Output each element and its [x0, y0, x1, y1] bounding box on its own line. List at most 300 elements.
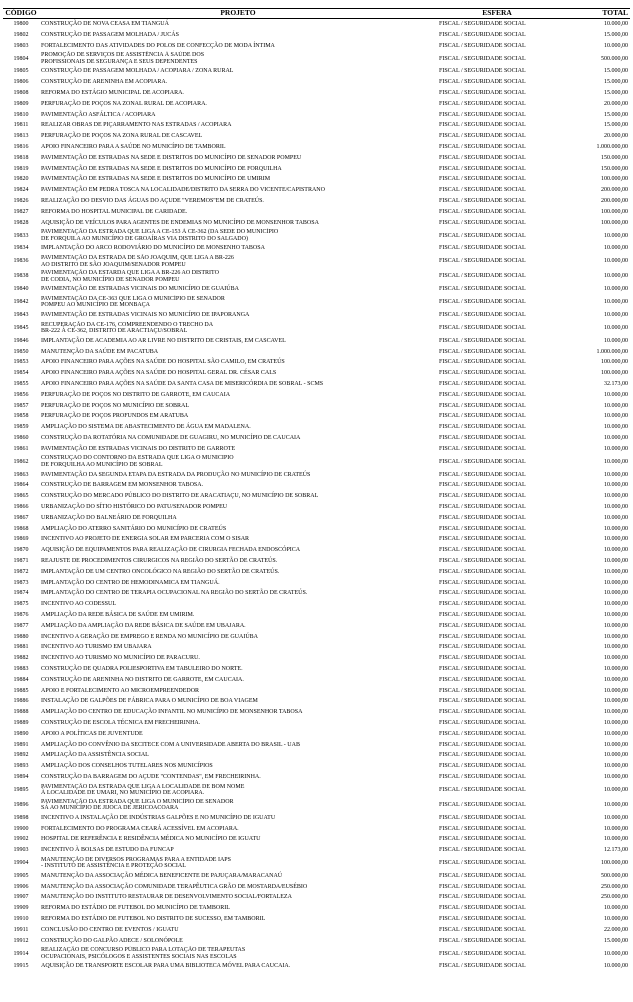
row-project: AMPLIAÇÃO DO SISTEMA DE ABASTECIMENTO DE ÁGUA EM MADALENA. [41, 424, 251, 431]
row-code: 19898 [13, 814, 29, 821]
row-code: 19877 [13, 622, 29, 629]
table-row [3, 88, 630, 99]
table-row [3, 534, 630, 545]
row-code: 19882 [13, 655, 29, 662]
row-code: 19840 [13, 286, 29, 293]
row-total: 10.000,00 [604, 273, 628, 280]
row-total: 10.000,00 [604, 905, 628, 912]
row-sphere: FISCAL / SEGURIDADE SOCIAL [439, 133, 526, 140]
row-total: 10.000,00 [604, 525, 628, 532]
row-sphere: FISCAL / SEGURIDADE SOCIAL [439, 299, 526, 306]
row-project: MANUTENÇÃO DE DIVERSOS PROGRAMAS PARA A ENTIDADE IAPS - INSTITUTO DE ASSISTÊNCIA E PROTEÇÃO SOCIAL [41, 856, 231, 870]
row-code: 19804 [13, 55, 29, 62]
row-total: 500.000,00 [601, 872, 628, 879]
row-code: 19811 [13, 122, 29, 129]
table-row [3, 631, 630, 642]
row-total: 10.000,00 [604, 709, 628, 716]
table-row [3, 664, 630, 675]
table-row [3, 207, 630, 218]
row-sphere: FISCAL / SEGURIDADE SOCIAL [439, 894, 526, 901]
row-project: REAJUSTE DE PROCEDIMENTOS CIRURGICOS NA REGIÃO DO SERTÃO DE CRATEÚS. [41, 557, 278, 564]
row-code: 19905 [13, 872, 29, 879]
row-total: 10.000,00 [604, 299, 628, 306]
table-row [3, 120, 630, 131]
row-code: 19846 [13, 337, 29, 344]
row-sphere: FISCAL / SEGURIDADE SOCIAL [439, 709, 526, 716]
table-row [3, 914, 630, 925]
row-total: 1.000.000,00 [596, 144, 628, 151]
row-total: 10.000,00 [604, 814, 628, 821]
row-total: 10.000,00 [604, 825, 628, 832]
row-code: 19863 [13, 471, 29, 478]
row-code: 19868 [13, 525, 29, 532]
row-total: 100.000,00 [601, 370, 628, 377]
row-sphere: FISCAL / SEGURIDADE SOCIAL [439, 814, 526, 821]
row-total: 10.000,00 [604, 950, 628, 957]
row-sphere: FISCAL / SEGURIDADE SOCIAL [439, 273, 526, 280]
table-row [3, 390, 630, 401]
table-row [3, 856, 630, 871]
row-total: 10.000,00 [604, 590, 628, 597]
row-code: 19819 [13, 165, 29, 172]
row-total: 10.000,00 [604, 730, 628, 737]
row-project: URBANIZAÇÃO DO SÍTIO HISTÓRICO DO PATU/SENADOR POMPEU [41, 503, 228, 510]
row-project: INCENTIVO AO CODESSUL [41, 601, 116, 608]
row-sphere: FISCAL / SEGURIDADE SOCIAL [439, 655, 526, 662]
row-total: 10.000,00 [604, 413, 628, 420]
row-code: 19836 [13, 258, 29, 265]
row-total: 250.000,00 [601, 894, 628, 901]
row-code: 19802 [13, 31, 29, 38]
row-sphere: FISCAL / SEGURIDADE SOCIAL [439, 950, 526, 957]
row-project: INCENTIVO A GERAÇÃO DE EMPREGO E RENDA NO MUNICÍPIO DE GUAIÚBA [41, 633, 258, 640]
row-total: 12.173,00 [604, 847, 628, 854]
row-project: PAVIMENTAÇÃO EM PEDRA TOSCA NA LOCALIDADE/DISTRITO DA SERRA DO VICENTE/CAPISTRANO [41, 187, 325, 194]
row-code: 19828 [13, 219, 29, 226]
row-code: 19834 [13, 245, 29, 252]
row-total: 10.000,00 [604, 445, 628, 452]
row-code: 19813 [13, 133, 29, 140]
row-sphere: FISCAL / SEGURIDADE SOCIAL [439, 359, 526, 366]
row-code: 19816 [13, 144, 29, 151]
table-row [3, 99, 630, 110]
row-total: 10.000,00 [604, 503, 628, 510]
row-code: 19854 [13, 370, 29, 377]
row-total: 10.000,00 [604, 424, 628, 431]
table-row [3, 110, 630, 121]
row-code: 19859 [13, 424, 29, 431]
row-project: INCENTIVO AO TURISMO NO MUNICÍPIO DE PARACURU. [41, 655, 200, 662]
row-sphere: FISCAL / SEGURIDADE SOCIAL [439, 424, 526, 431]
row-sphere: FISCAL / SEGURIDADE SOCIAL [439, 31, 526, 38]
row-sphere: FISCAL / SEGURIDADE SOCIAL [439, 337, 526, 344]
row-project: AMPLIAÇÃO DO ATERRO SANITÁRIO DO MUNICÍPIO DE CRATEÚS [41, 525, 227, 532]
row-sphere: FISCAL / SEGURIDADE SOCIAL [439, 763, 526, 770]
row-project: PERFURAÇÃO DE POÇOS NA ZONA RURAL DE CASCAVEL [41, 133, 203, 140]
row-total: 250.000,00 [601, 883, 628, 890]
table-row [3, 66, 630, 77]
row-total: 10.000,00 [604, 916, 628, 923]
row-sphere: FISCAL / SEGURIDADE SOCIAL [439, 676, 526, 683]
row-sphere: FISCAL / SEGURIDADE SOCIAL [439, 963, 526, 970]
row-sphere: FISCAL / SEGURIDADE SOCIAL [439, 547, 526, 554]
row-sphere: FISCAL / SEGURIDADE SOCIAL [439, 801, 526, 808]
row-total: 10.000,00 [604, 644, 628, 651]
table-row [3, 567, 630, 578]
table-row [3, 41, 630, 52]
table-row [3, 834, 630, 845]
row-sphere: FISCAL / SEGURIDADE SOCIAL [439, 836, 526, 843]
header-esfera: ESFERA [437, 9, 557, 19]
row-project: AMPLIAÇÃO DA REDE BÁSICA DE SAÚDE EM UMIRIM. [41, 611, 195, 618]
row-project: PAVIMENTAÇÃO DA ESTRADA QUE LIGA A CE-153 À CE-362 (DA SEDE DO MUNICÍPIO DE FORQUILA AO MUNICÍPIO DE GROAÍRAS VIA DISTRITO DO SALGADO) [41, 229, 279, 242]
row-total: 10.000,00 [604, 471, 628, 478]
table-row [3, 422, 630, 433]
row-project: PERFURAÇÃO DE POÇOS PROFUNDOS EM ARATUBA [41, 413, 189, 420]
row-sphere: FISCAL / SEGURIDADE SOCIAL [439, 219, 526, 226]
row-sphere: FISCAL / SEGURIDADE SOCIAL [439, 644, 526, 651]
table-row [3, 411, 630, 422]
row-sphere: FISCAL / SEGURIDADE SOCIAL [439, 482, 526, 489]
row-total: 10.000,00 [604, 391, 628, 398]
row-code: 19858 [13, 413, 29, 420]
row-sphere: FISCAL / SEGURIDADE SOCIAL [439, 633, 526, 640]
row-code: 19843 [13, 312, 29, 319]
row-code: 19884 [13, 676, 29, 683]
row-total: 150.000,00 [601, 165, 628, 172]
row-sphere: FISCAL / SEGURIDADE SOCIAL [439, 42, 526, 49]
row-code: 19845 [13, 324, 29, 331]
row-sphere: FISCAL / SEGURIDADE SOCIAL [439, 773, 526, 780]
row-total: 10.000,00 [604, 836, 628, 843]
table-row [3, 675, 630, 686]
row-code: 19826 [13, 198, 29, 205]
row-project: INCENTIVO AO TURISMO EM UBAJARA [41, 644, 152, 651]
row-project: AQUISIÇÃO DE TRANSPORTE ESCOLAR PARA UMA BIBLIOTECA MÓVEL PARA CAUCAIA. [41, 963, 291, 970]
row-project: URBANIZAÇÃO DO BALNEÁRIO DE FORQUILHA [41, 514, 177, 521]
row-code: 19865 [13, 493, 29, 500]
row-code: 19861 [13, 445, 29, 452]
row-sphere: FISCAL / SEGURIDADE SOCIAL [439, 176, 526, 183]
row-total: 20.000,00 [604, 133, 628, 140]
row-project: MANUTENÇÃO DA ASSOCIAÇÃO COMUNIDADE TERAPÊUTICA GRÃO DE MOSTARDA/EUSÉBIO [41, 883, 308, 890]
row-project: PERFURAÇÃO DE POÇOS NO DISTRITO DE GARROTE, EM CAUCAIA [41, 391, 231, 398]
row-project: IMPLANTAÇÃO DE ACADEMIA AO AR LIVRE NO DISTRITO DE CRISTAIS, EM CASCAVEL [41, 337, 286, 344]
table-row [3, 444, 630, 455]
table-row [3, 545, 630, 556]
table-row [3, 284, 630, 295]
row-total: 100.000,00 [601, 359, 628, 366]
row-total: 15.000,00 [604, 90, 628, 97]
row-sphere: FISCAL / SEGURIDADE SOCIAL [439, 698, 526, 705]
row-total: 10.000,00 [604, 665, 628, 672]
row-project: APOIO FINANCEIRO PARA AÇÕES NA SAÚDE DO HOSPITAL GERAL DR. CÉSAR CALS [41, 370, 277, 377]
row-sphere: FISCAL / SEGURIDADE SOCIAL [439, 55, 526, 62]
row-code: 19914 [13, 950, 29, 957]
row-project: IMPLANTAÇÃO DO CENTRO DE HEMODINAMICA EM TIANGUÁ. [41, 579, 220, 586]
row-sphere: FISCAL / SEGURIDADE SOCIAL [439, 90, 526, 97]
row-total: 10.000,00 [604, 601, 628, 608]
row-sphere: FISCAL / SEGURIDADE SOCIAL [439, 601, 526, 608]
row-total: 10.000,00 [604, 21, 628, 28]
row-total: 10.000,00 [604, 622, 628, 629]
row-project: AMPLIAÇÃO DA AMPLIAÇÃO DA REDE BÁSICA DE SAÚDE EM UBAJARA. [41, 622, 246, 629]
row-sphere: FISCAL / SEGURIDADE SOCIAL [439, 471, 526, 478]
table-row [3, 798, 630, 813]
row-total: 10.000,00 [604, 402, 628, 409]
row-project: RECUPERAÇÃO DA CE-176, COMPREENDENDO O TRECHO DA BR-222 À CE-362, DISTRITO DE ARACTIAÇU/SOBRAL [41, 321, 214, 335]
table-row [3, 131, 630, 142]
row-code: 19876 [13, 611, 29, 618]
row-project: PROMOÇÃO DE SERVIÇOS DE ASSISTÊNCIA À SAÚDE DOS PROFISSIONAIS DE SEGURANÇA E SEUS DEPENDENTES [41, 52, 205, 65]
row-project: APOIO FINANCEIRO PARA AÇÕES NA SAÚDE DA SANTA CASA DE MISERICÓRDIA DE SOBRAL - SCMS [41, 381, 324, 388]
table-row [3, 761, 630, 772]
row-total: 150.000,00 [601, 154, 628, 161]
row-total: 10.000,00 [604, 435, 628, 441]
row-sphere: FISCAL / SEGURIDADE SOCIAL [439, 208, 526, 215]
row-sphere: FISCAL / SEGURIDADE SOCIAL [439, 905, 526, 912]
row-sphere: FISCAL / SEGURIDADE SOCIAL [439, 402, 526, 409]
table-row [3, 185, 630, 196]
row-code: 19856 [13, 391, 29, 398]
table-row [3, 310, 630, 321]
table-row [3, 269, 630, 284]
row-total: 100.000,00 [601, 176, 628, 183]
row-total: 10.000,00 [604, 676, 628, 683]
row-project: PAVIMENTAÇÃO DE ESTRADAS NA SEDE E DISTRITOS DO MUNICÍPIO DE FORQUILHA [41, 165, 282, 172]
row-code: 19857 [13, 402, 29, 409]
table-row [3, 228, 630, 243]
table-row [3, 455, 630, 470]
row-project: HOSPITAL DE REFERÊNCIA E RESIDÊNCIA MÉDICA NO MUNICÍPIO DE IGUATU [41, 836, 261, 843]
row-project: REALIZAR OBRAS DE PIÇARRAMENTO NAS ESTRADAS / ACOPIARA [41, 122, 232, 129]
table-row [3, 903, 630, 914]
row-total: 10.000,00 [604, 579, 628, 586]
row-code: 19891 [13, 741, 29, 748]
row-sphere: FISCAL / SEGURIDADE SOCIAL [439, 21, 526, 28]
row-sphere: FISCAL / SEGURIDADE SOCIAL [439, 937, 526, 944]
row-project: AMPLIAÇÃO DOS CONSELHOS TUTELARES NOS MUNICÍPIOS [41, 763, 213, 770]
table-row [3, 379, 630, 390]
row-code: 19850 [13, 348, 29, 355]
table-row [3, 946, 630, 961]
row-total: 10.000,00 [604, 42, 628, 49]
table-row [3, 696, 630, 707]
row-total: 10.000,00 [604, 232, 628, 239]
row-sphere: FISCAL / SEGURIDADE SOCIAL [439, 730, 526, 737]
row-total: 10.000,00 [604, 324, 628, 331]
row-sphere: FISCAL / SEGURIDADE SOCIAL [439, 144, 526, 151]
row-project: CONSTRUÇÃO DA BARRAGEM DO AÇUDE "CONTENDAS", EM FRECHEIRINHA. [41, 773, 261, 780]
table-row [3, 653, 630, 664]
row-sphere: FISCAL / SEGURIDADE SOCIAL [439, 916, 526, 923]
row-project: REALIZAÇÃO DE CONCURSO PÚBLICO PARA LOTAÇÃO DE TERAPEUTAS OCUPACIONAIS, PSICÓLOGOS E ASSISTENTES SOCIAIS NAS ESCOLAS [41, 947, 246, 960]
row-total: 500.000,00 [601, 55, 628, 62]
table-row [3, 961, 630, 972]
row-total: 10.000,00 [604, 655, 628, 662]
row-project: APOIO FINANCEIRO PARA AÇÕES NA SAÚDE DO HOSPITAL SÃO CAMILO, EM CRATEÚS [41, 359, 285, 366]
row-code: 19864 [13, 482, 29, 489]
row-code: 19800 [13, 21, 29, 28]
row-sphere: FISCAL / SEGURIDADE SOCIAL [439, 100, 526, 107]
row-sphere: FISCAL / SEGURIDADE SOCIAL [439, 435, 526, 441]
table-row [3, 470, 630, 481]
row-sphere: FISCAL / SEGURIDADE SOCIAL [439, 165, 526, 172]
row-sphere: FISCAL / SEGURIDADE SOCIAL [439, 860, 526, 866]
row-project: CONSTRUÇÃO DE QUADRA POLIESPORTIVA EM TABULEIRO DO NORTE. [41, 665, 243, 672]
row-code: 19900 [13, 825, 29, 832]
row-project: CONSTRUÇÃO DE NOVA CEASA EM TIANGUÁ [41, 21, 169, 28]
row-code: 19855 [13, 381, 29, 388]
row-project: AQUISIÇÃO DE VEÍCULOS PARA AGENTES DE ENDEMIAS NO MUNICÍPIO DE MONSENHOR TABOSA [41, 219, 319, 226]
table-row [3, 401, 630, 412]
row-total: 10.000,00 [604, 286, 628, 293]
row-sphere: FISCAL / SEGURIDADE SOCIAL [439, 154, 526, 161]
row-total: 22.000,00 [604, 926, 628, 933]
row-total: 10.000,00 [604, 741, 628, 748]
row-total: 1.000.000,00 [596, 348, 628, 355]
row-code: 19902 [13, 836, 29, 843]
table-row [3, 621, 630, 632]
row-sphere: FISCAL / SEGURIDADE SOCIAL [439, 741, 526, 748]
row-total: 15.000,00 [604, 111, 628, 118]
table-row [3, 707, 630, 718]
row-project: INCENTIVO A INSTALAÇÃO DE INDÚSTRIAS GALPÕES E NO MUNICÍPIO DE IGUATU [41, 814, 276, 821]
row-total: 15.000,00 [604, 31, 628, 38]
row-code: 19867 [13, 514, 29, 521]
row-code: 19883 [13, 665, 29, 672]
header-total: TOTAL [557, 9, 630, 19]
table-row [3, 153, 630, 164]
row-project: CONSTRUÇÃO DO MERCADO PÚBLICO DO DISTRITO DE ARACATIAÇU, NO MUNICÍPIO DE SOBRAL [41, 493, 319, 500]
row-total: 10.000,00 [604, 633, 628, 640]
row-sphere: FISCAL / SEGURIDADE SOCIAL [439, 187, 526, 194]
table-body [3, 19, 630, 973]
row-sphere: FISCAL / SEGURIDADE SOCIAL [439, 493, 526, 500]
row-code: 19896 [13, 801, 29, 808]
row-project: PAVIMENTAÇÃO DE ESTRADAS VICINAIS DO DISTRITO DE GARROTE [41, 445, 236, 452]
row-code: 19824 [13, 187, 29, 194]
table-header-row [3, 9, 630, 19]
row-sphere: FISCAL / SEGURIDADE SOCIAL [439, 557, 526, 564]
row-code: 19892 [13, 752, 29, 759]
table-row [3, 577, 630, 588]
row-code: 19873 [13, 579, 29, 586]
row-project: CONSTRUÇÃO DE PASSAGEM MOLHADA / ACOPIARA / ZONA RURAL [41, 68, 234, 75]
row-code: 19874 [13, 590, 29, 597]
table-row [3, 882, 630, 893]
row-project: INSTALAÇÃO DE GALPÕES DE FÁBRICA PARA O MUNICÍPIO DE BOA VIAGEM [41, 698, 258, 705]
row-project: CONSTRUÇÃO DE ARENINHA EM ACOPIARA. [41, 79, 168, 86]
row-sphere: FISCAL / SEGURIDADE SOCIAL [439, 381, 526, 388]
table-row [3, 480, 630, 491]
row-sphere: FISCAL / SEGURIDADE SOCIAL [439, 111, 526, 118]
row-code: 19910 [13, 916, 29, 923]
row-total: 10.000,00 [604, 337, 628, 344]
table-row [3, 813, 630, 824]
table-row [3, 347, 630, 358]
table-row [3, 729, 630, 740]
row-total: 10.000,00 [604, 763, 628, 770]
row-project: INCENTIVO AO PROJETO DE ENERGIA SOLAR EM PARCERIA COM O SISAR [41, 536, 250, 543]
table-row [3, 599, 630, 610]
row-sphere: FISCAL / SEGURIDADE SOCIAL [439, 568, 526, 575]
row-code: 19805 [13, 68, 29, 75]
row-code: 19842 [13, 299, 29, 306]
row-project: REFORMA DO ESTÁDIO DE FUTEBOL NO DISTRITO DE SUCESSO, EM TAMBORIL [41, 916, 266, 923]
row-code: 19886 [13, 698, 29, 705]
row-sphere: FISCAL / SEGURIDADE SOCIAL [439, 370, 526, 377]
row-project: PAVIMENTAÇÃO DA ESTARDA QUE LIGA A BR-226 AO DISTRITO DE CODIA, NO MUNICÍPIO DE SENADOR POMPEU [41, 270, 219, 283]
row-code: 19906 [13, 883, 29, 890]
row-project: AMPLIAÇÃO DO CONVÊNIO DA SECITECE COM A UNIVERSIDADE ABERTA DO BRASIL - UAB [41, 741, 300, 748]
table-row [3, 750, 630, 761]
row-total: 10.000,00 [604, 482, 628, 489]
table-row [3, 718, 630, 729]
row-sphere: FISCAL / SEGURIDADE SOCIAL [439, 847, 526, 854]
row-code: 19869 [13, 536, 29, 543]
row-total: 10.000,00 [604, 514, 628, 521]
row-code: 19875 [13, 601, 29, 608]
row-total: 10.000,00 [604, 258, 628, 265]
table-row [3, 772, 630, 783]
row-code: 19810 [13, 111, 29, 118]
row-sphere: FISCAL / SEGURIDADE SOCIAL [439, 514, 526, 521]
row-total: 10.000,00 [604, 458, 628, 465]
table-row [3, 164, 630, 175]
row-total: 100.000,00 [601, 208, 628, 215]
row-total: 10.000,00 [604, 752, 628, 759]
row-code: 19894 [13, 773, 29, 780]
table-row [3, 368, 630, 379]
table-row [3, 30, 630, 41]
row-total: 10.000,00 [604, 547, 628, 554]
table-row [3, 357, 630, 368]
row-sphere: FISCAL / SEGURIDADE SOCIAL [439, 687, 526, 694]
row-code: 19808 [13, 90, 29, 97]
row-project: CONCLUSÃO DO CENTRO DE EVENTOS / IGUATU [41, 926, 179, 933]
row-project: PAVIMENTAÇÃO DA ESTRADA DE SÃO JOAQUIM, QUE LIGA A BR-226 AO DISTRITO DE SÃO JOAQUIM/SENADOR POMPEU [41, 255, 234, 268]
table-row [3, 556, 630, 567]
row-sphere: FISCAL / SEGURIDADE SOCIAL [439, 926, 526, 933]
row-project: IMPLANTAÇÃO DO CENTRO DE TERAPIA OCUPACIONAL NA REGIÃO DO SERTÃO DE CRATEÚS. [41, 590, 308, 597]
row-sphere: FISCAL / SEGURIDADE SOCIAL [439, 579, 526, 586]
table-row [3, 218, 630, 229]
row-sphere: FISCAL / SEGURIDADE SOCIAL [439, 752, 526, 759]
row-total: 10.000,00 [604, 557, 628, 564]
row-project: PAVIMENTAÇÃO DA ESTRADA QUE LIGA O MUNICÍPIO DE SENADOR SÁ AO MUNICÍPIO DE JIJOCA DE JERICOACOARA [41, 798, 234, 812]
row-sphere: FISCAL / SEGURIDADE SOCIAL [439, 611, 526, 618]
row-total: 100.000,00 [601, 860, 628, 866]
row-code: 19888 [13, 709, 29, 716]
row-project: CONSTRUÇÃO DO CONTORNO DA ESTRADA QUE LIGA O MUNICÍPIO DE FORQUILHA AO MUNICÍPIO DE SOBRAL [41, 455, 234, 468]
row-project: AMPLIAÇÃO DO CENTRO DE EDUCAÇÃO INFANTIL NO MUNICÍPIO DE MONSENHOR TABOSA [41, 709, 303, 716]
row-project: APOIO E FORTALECIMENTO AO MICROEMPREENDEDOR [41, 687, 200, 694]
row-project: PAVIMENTAÇÃO DA SEGUNDA ETAPA DA ESTRADA DA PRODUÇÃO NO MUNICÍPIO DE CRATEÚS [41, 471, 311, 478]
row-code: 19838 [13, 273, 29, 280]
table-row [3, 610, 630, 621]
amendments-table [3, 8, 630, 972]
row-project: CONSTRUÇÃO DE PASSAGEM MOLHADA / JUCÁS [41, 31, 179, 38]
row-total: 10.000,00 [604, 611, 628, 618]
row-total: 10.000,00 [604, 568, 628, 575]
row-project: AQUISIÇÃO DE EQUIPAMENTOS PARA REALIZAÇÃO DE CIRURGIA FECHADA ENDOSCÓPICA [41, 547, 301, 554]
table-row [3, 336, 630, 347]
row-sphere: FISCAL / SEGURIDADE SOCIAL [439, 622, 526, 629]
row-code: 19862 [13, 458, 29, 465]
row-project: REFORMA DO ESTÁDIO DE FUTEBOL DO MUNICÍPIO DE TAMBORIL [41, 905, 230, 912]
row-project: IMPLANTAÇÃO DE UM CENTRO ONCOLÓGICO NA REGIÃO DO SERTÃO DE CRATEÚS. [41, 568, 280, 575]
